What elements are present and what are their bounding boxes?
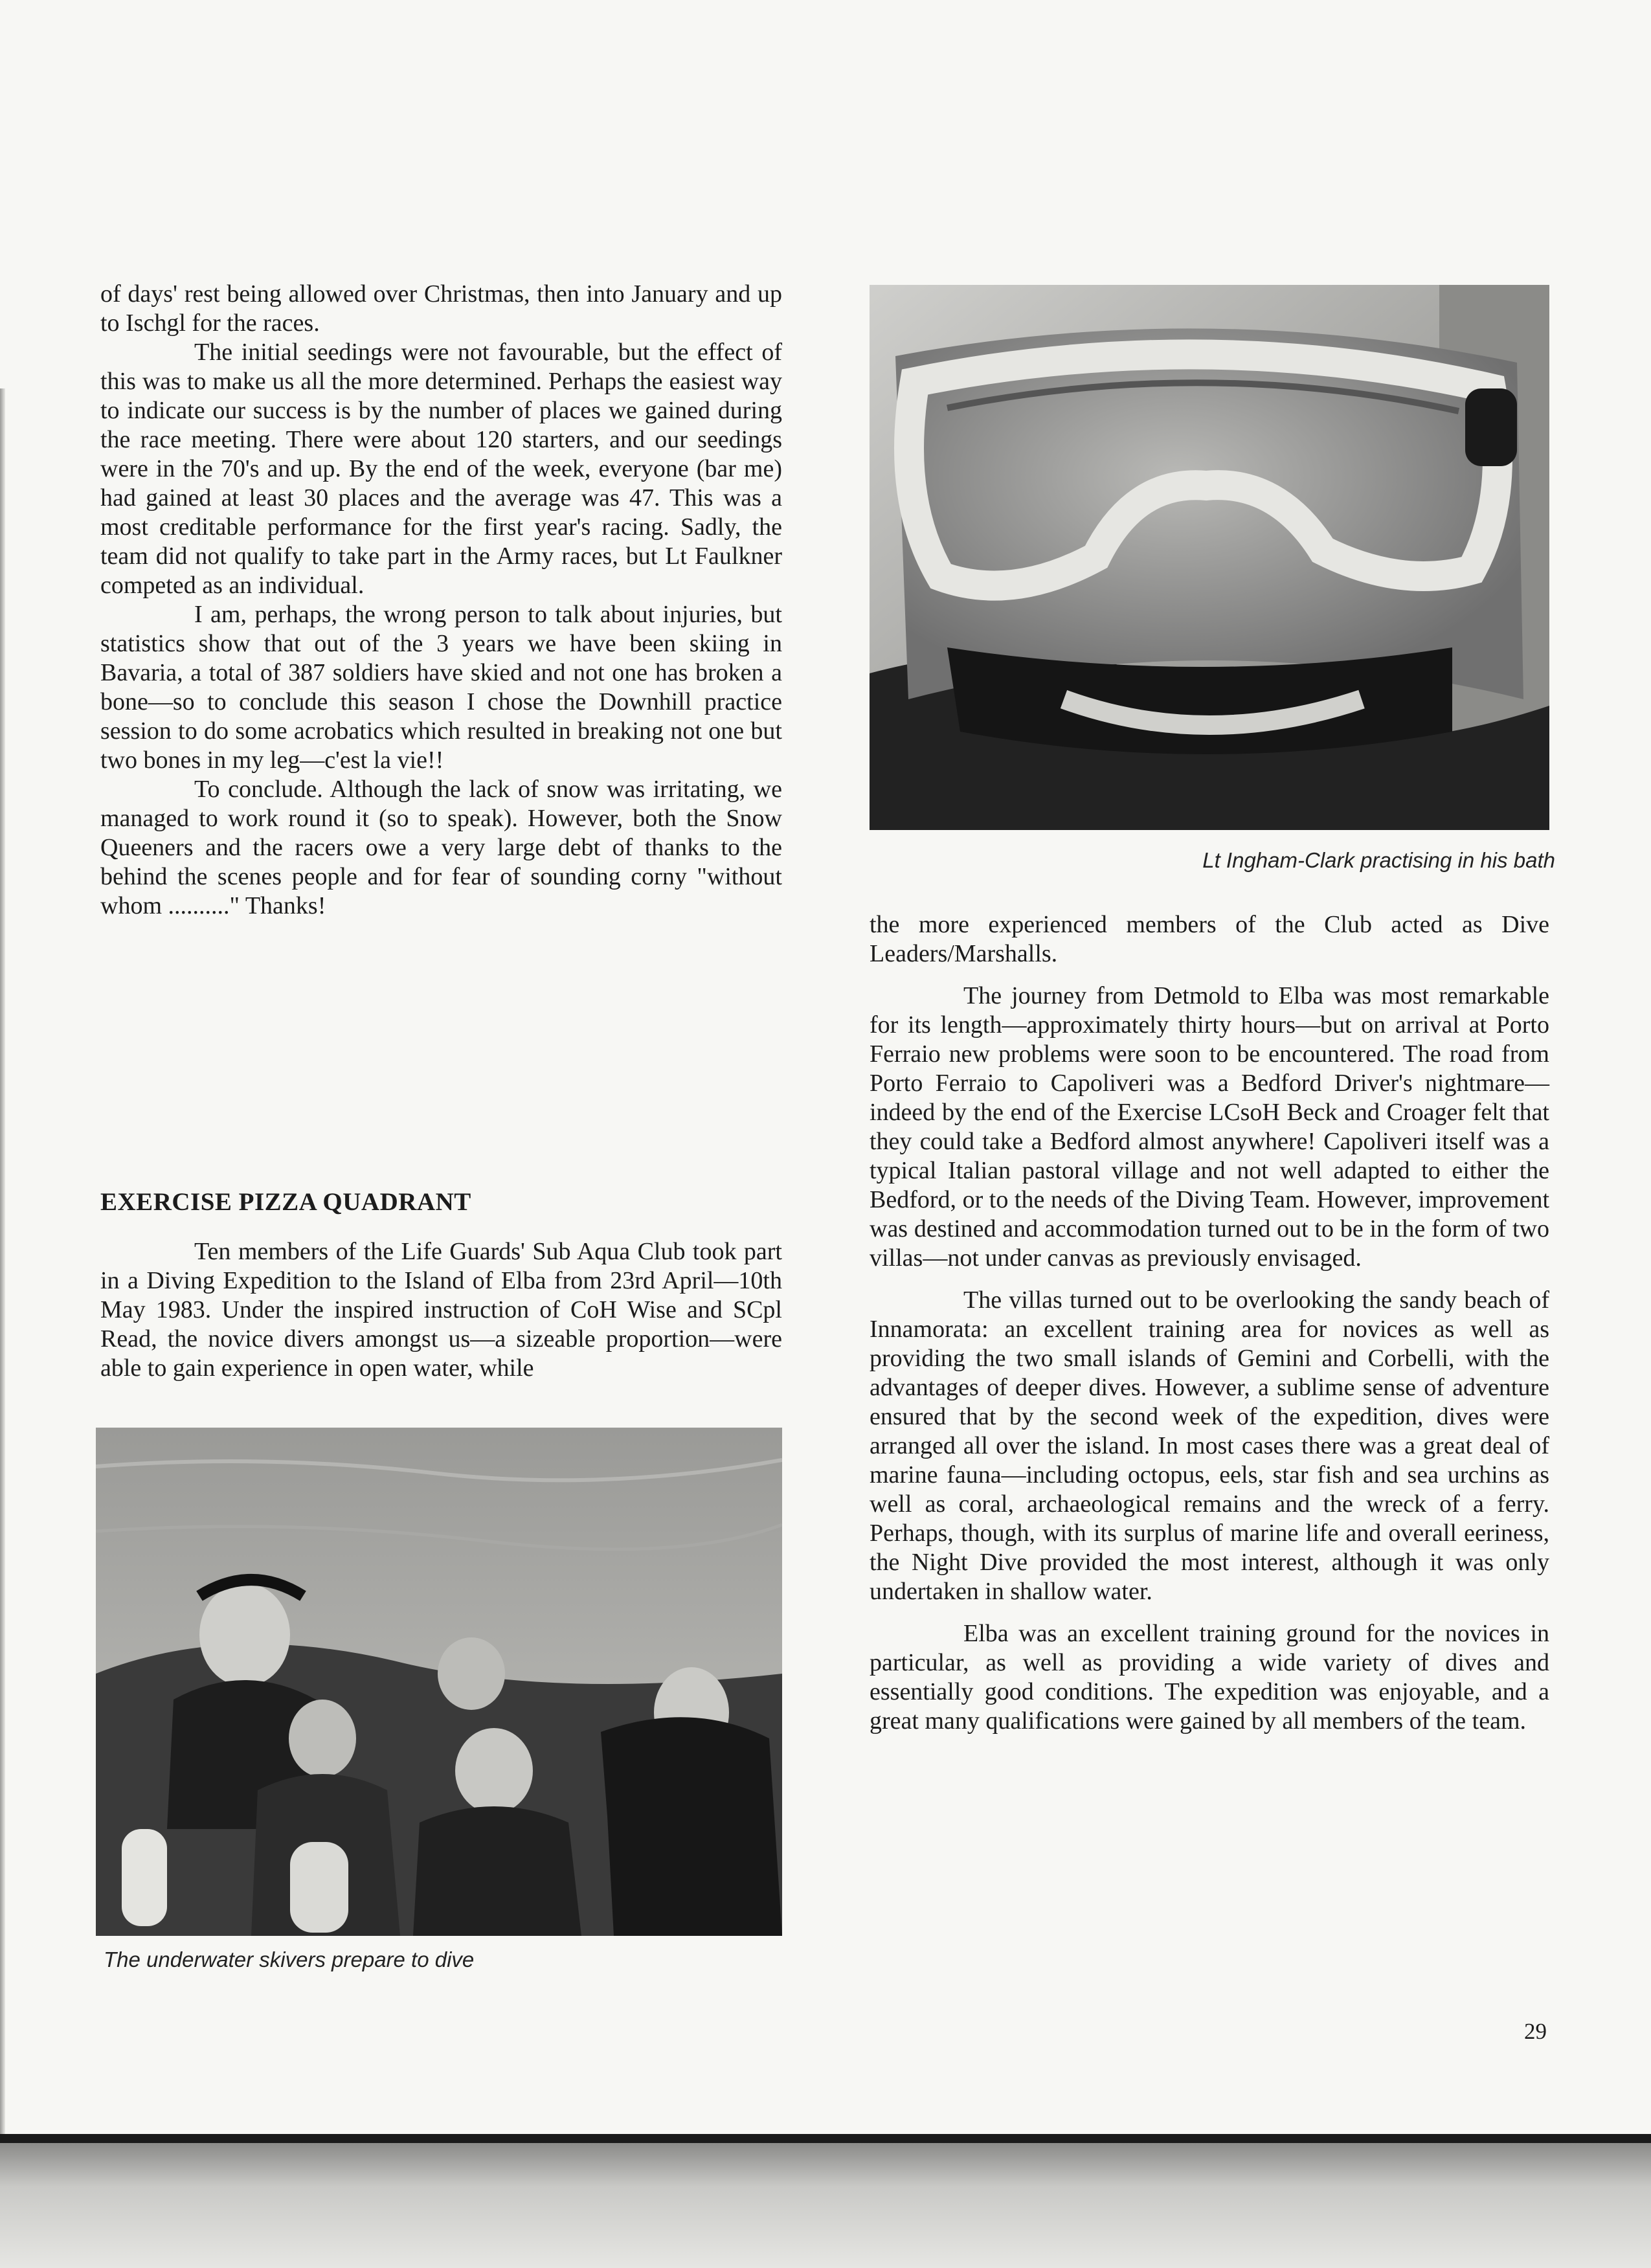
right-column-text: [870, 910, 1549, 1736]
mask-photo-caption: Lt Ingham-Clark practising in his bath: [1202, 848, 1555, 872]
paragraph: Elba was an excellent training ground for the novices in particular, as well as providing a wide variety of dives and essentially good conditions. The expedition was enjoyable, and a great many qualifications were gained by all members of the team.: [870, 1620, 1549, 1735]
diver-mask-illustration: [870, 285, 1549, 830]
section-heading: EXERCISE PIZZA QUADRANT: [100, 1188, 471, 1216]
bottom-border: [0, 2134, 1651, 2143]
left-column-text: [100, 280, 782, 921]
paragraph: The villas turned out to be overlooking the sandy beach of Innamorata: an excellent training area for novices as well as providing the two small islands of Gemini and Corbelli, with the advantages of deeper dives. However, a sublime sense of adventure ensured that by the second week of the expedition, dives were arranged all over the island. In most cases there was a great deal of marine fauna—including octopus, eels, star fish and sea urchins as well as coral, archaeological remains and the wreck of a ferry. Perhaps, though, with its surplus of marine life and overall eeriness, the Night Dive provided the most interest, although it was only undertaken in shallow water.: [870, 1286, 1549, 1605]
paragraph: The journey from Detmold to Elba was most remarkable for its length—approximately thirty hours—but on arrival at Porto Ferraio new problems were soon to be encountered. The road from Porto Ferraio to Capoliveri was a Bedford Driver's nightmare—indeed by the end of the Exercise LCsoH Beck and Croager felt that they could take a Bedford almost anywhere! Capoliveri itself was a typical Italian pastoral village and not well adapted to either the Bedford, or to the needs of the Diving Team. However, improvement was destined and accommodation turned out to be in the form of two villas—not under canvas as previously envisaged.: [870, 982, 1549, 1272]
paragraph: of days' rest being allowed over Christmas, then into January and up to Ischgl for the races.: [100, 280, 782, 337]
scan-shadow: [0, 2143, 1651, 2268]
paragraph: the more experienced members of the Club acted as Dive Leaders/Marshalls.: [870, 911, 1549, 967]
page-binding-edge: [0, 388, 5, 2137]
section-intro-text: [100, 1237, 782, 1383]
divers-illustration: [96, 1428, 782, 1936]
divers-photo-caption: The underwater skivers prepare to dive: [104, 1948, 475, 1971]
paragraph: To conclude. Although the lack of snow was irritating, we managed to work round it (so to speak). However, both the Snow Queeners and the racers owe a very large debt of thanks to the behind the scenes people and for fear of sounding corny "without whom .........." Thanks!: [100, 776, 782, 919]
paragraph: Ten members of the Life Guards' Sub Aqua Club took part in a Diving Expedition to the Island of Elba from 23rd April—10th May 1983. Under the inspired instruction of CoH Wise and SCpl Read, the novice divers amongst us—a sizeable proportion—were able to gain experience in open water, while: [100, 1238, 782, 1382]
paragraph: I am, perhaps, the wrong person to talk about injuries, but statistics show that out of the 3 years we have been skiing in Bavaria, a total of 387 soldiers have skied and not one has broken a bone—so to conclude this season I chose the Downhill practice session to do some acrobatics which resulted in breaking not one but two bones in my leg—c'est la vie!!: [100, 601, 782, 774]
diver-mask-photo: [870, 285, 1549, 830]
divers-photo: [96, 1428, 782, 1936]
page-number: 29: [1524, 2019, 1547, 2044]
paragraph: The initial seedings were not favourable, but the effect of this was to make us all the more determined. Perhaps the easiest way to indicate our success is by the number of places we gained during the race meeting. There were about 120 starters, and our seedings were in the 70's and up. By the end of the week, everyone (bar me) had gained at least 30 places and the average was 47. This was a most creditable performance for the first year's racing. Sadly, the team did not qualify to take part in the Army races, but Lt Faulkner competed as an individual.: [100, 339, 782, 599]
